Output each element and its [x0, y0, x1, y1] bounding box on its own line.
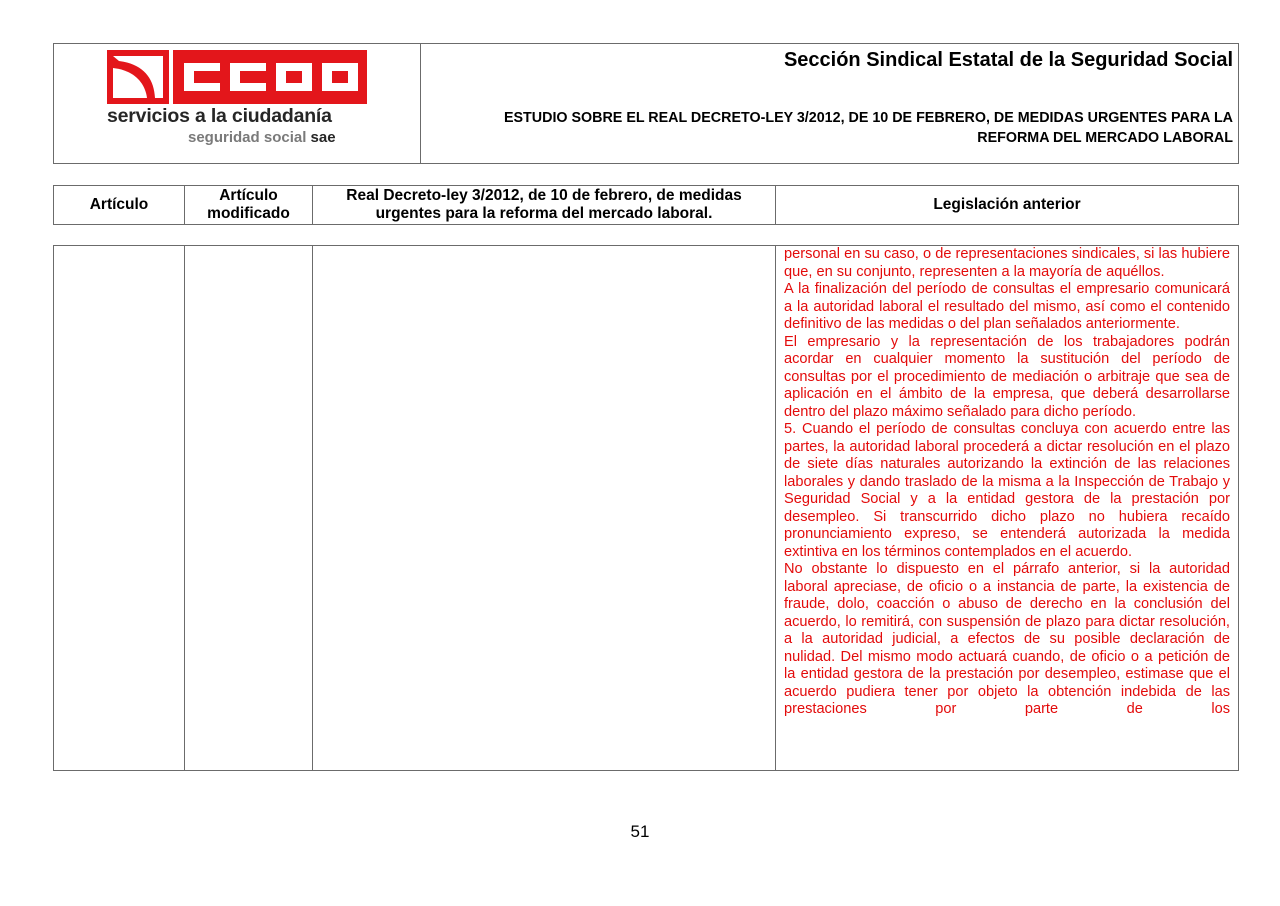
- logo-line1: servicios a la ciudadanía: [107, 105, 332, 127]
- table-column-headers: [53, 185, 1239, 225]
- column-header-articulo: Artículo: [54, 186, 185, 224]
- column-header-articulo-modificado: Artículo modificado: [185, 186, 313, 224]
- legislation-paragraph: A la finalización del período de consultas el empresario comunicará a la autoridad laboral el resultado del mismo, así como el contenido definitivo de las medidas o del plan señalados anteriormente.: [784, 281, 1230, 332]
- title-cell: [421, 44, 1238, 163]
- cell-articulo-modificado: [185, 246, 313, 770]
- logo-line2-strong: sae: [310, 129, 336, 146]
- cell-articulo: [54, 246, 185, 770]
- logo-line2-text: seguridad social: [188, 129, 307, 146]
- logo-cell: [54, 44, 421, 163]
- cell-legislacion-anterior: [776, 246, 1238, 770]
- legislation-paragraph: El empresario y la representación de los trabajadores podrán acordar en cualquier momento la sustitución del período de consultas por el procedimiento de mediación o arbitraje que sea de aplicación en el ámbito de la empresa, que deberá desarrollarse dentro del plazo máximo señalado para dicho período.: [784, 333, 1230, 420]
- document-subtitle: ESTUDIO SOBRE EL REAL DECRETO-LEY 3/2012, DE 10 DE FEBRERO, DE MEDIDAS URGENTES PARA LA REFORMA DEL MERCADO LABORAL: [503, 110, 1233, 146]
- column-header-legislacion-anterior: Legislación anterior: [933, 196, 1081, 213]
- document-header: [53, 43, 1239, 164]
- ccoo-logo: [107, 50, 367, 104]
- legislation-paragraph: 5. Cuando el período de consultas concluya con acuerdo entre las partes, la autoridad laboral procederá a dictar resolución en el plazo de siete días naturales autorizando la extinción de las relaciones laborales y dando traslado de la misma a la Inspección de Trabajo y Seguridad Social y a la entidad gestora de la prestación por desempleo. Si transcurrido dicho plazo no hubiera recaído pronunciamiento expreso, se entenderá autorizada la medida extintiva en los términos contemplados en el acuerdo.: [784, 421, 1230, 560]
- legislation-paragraph: No obstante lo dispuesto en el párrafo anterior, si la autoridad laboral apreciase, de oficio o a instancia de parte, la existencia de fraude, dolo, coacción o abuso de derecho en la conclusión del acuerdo, lo remitirá, con suspensión de plazo para dictar resolución, a la autoridad judicial, a efectos de su posible declaración de nulidad. Del mismo modo actuará cuando, de oficio o a petición de la entidad gestora de la prestación por desempleo, estimase que el acuerdo pudiera tener por objeto la obtención indebida de las prestaciones por parte de los: [784, 561, 1230, 717]
- column-header-real-decreto: Real Decreto-ley 3/2012, de 10 de febrero, de medidas urgentes para la reforma del mercado laboral.: [313, 186, 776, 224]
- document-title: Sección Sindical Estatal de la Seguridad Social: [783, 49, 1233, 71]
- logo-line2: [188, 129, 336, 146]
- cell-real-decreto: [313, 246, 776, 770]
- table-row: [53, 245, 1239, 771]
- page-number: 51: [630, 822, 650, 841]
- legislation-paragraph: personal en su caso, o de representaciones sindicales, si las hubiere que, en su conjunto, representen a la mayoría de aquéllos.: [784, 246, 1230, 280]
